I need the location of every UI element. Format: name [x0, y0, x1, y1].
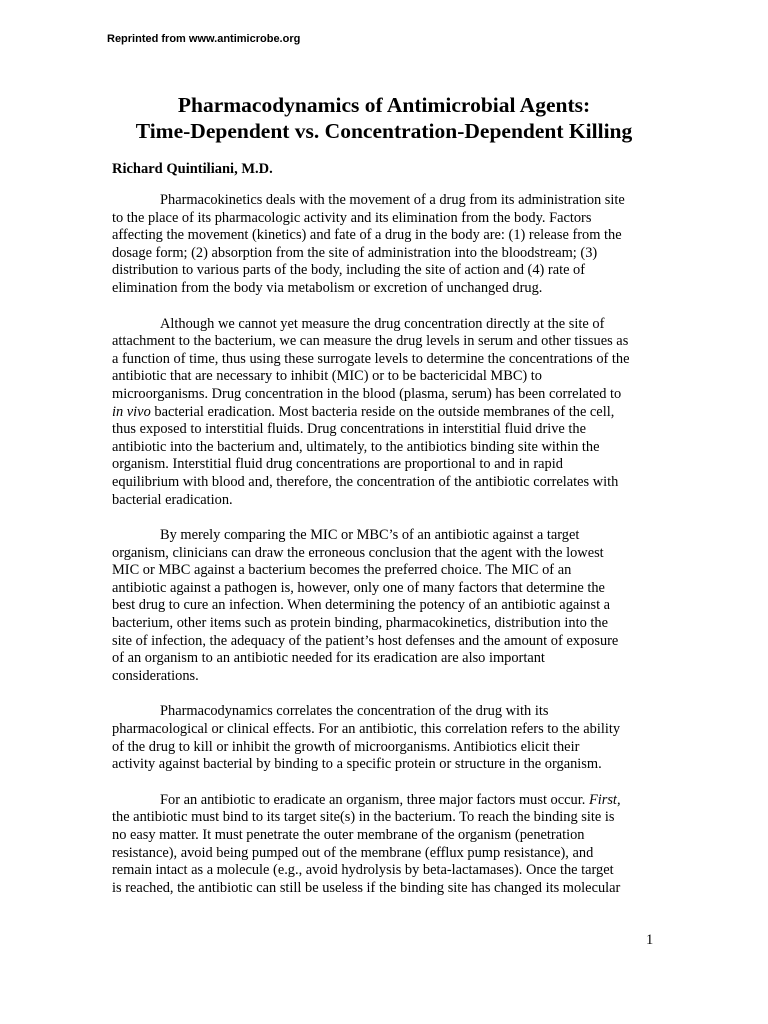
text-line: antibiotic that are necessary to inhibit (MIC) or to be bactericidal MBC) to: [112, 368, 542, 385]
italic-term: in vivo: [112, 403, 151, 420]
text-line: remain intact as a molecule (e.g., avoid hydrolysis by beta-lactamases). Once the target: [112, 862, 614, 879]
text-line: a function of time, thus using these surrogate levels to determine the concentrations of the: [112, 350, 630, 367]
text-line: MIC or MBC against a bacterium becomes the preferred choice. The MIC of an: [112, 562, 572, 579]
paragraph-three-factors: [112, 792, 658, 898]
text-line: Pharmacokinetics deals with the movement of a drug from its administration site: [160, 192, 625, 208]
text-line: distribution to various parts of the body, including the site of action and (4) rate of: [112, 262, 586, 279]
text-line: bacterial eradication.: [112, 491, 233, 508]
text-line: Although we cannot yet measure the drug concentration directly at the site of: [160, 315, 605, 332]
text-line: site of infection, the adequacy of the patient’s host defenses and the amount of exposure: [112, 632, 619, 649]
text-line: best drug to cure an infection. When determining the potency of an antibiotic against a: [112, 597, 611, 614]
text-line: antibiotic against a pathogen is, however, only one of many factors that determine the: [112, 579, 605, 596]
text-line: thus exposed to interstitial fluids. Drug concentrations in interstitial fluid drive the: [112, 421, 586, 438]
title-line-2: Time-Dependent vs. Concentration-Dependent Killing: [135, 119, 633, 143]
text-line: bacterium, other items such as protein binding, pharmacokinetics, distribution into the: [112, 615, 608, 632]
text-line: of an organism to an antibiotic needed for its eradication are also important: [112, 650, 545, 667]
text-line: equilibrium with blood and, therefore, the concentration of the antibiotic correlates with: [112, 473, 619, 490]
document-title: [107, 92, 661, 144]
author-name: Richard Quintiliani, M.D.: [112, 161, 273, 177]
text-line: the antibiotic must bind to its target site(s) in the bacterium. To reach the binding site is: [112, 809, 615, 826]
text-line: of the drug to kill or inhibit the growth of microorganisms. Antibiotics elicit their: [112, 738, 580, 755]
text-line: to the place of its pharmacologic activity and its elimination from the body. Factors: [112, 209, 592, 226]
text-line-rest: bacterial eradication. Most bacteria reside on the outside membranes of the cell,: [154, 403, 615, 420]
paragraph-drug-concentration: [112, 316, 658, 510]
italic-suffix: ,: [616, 791, 621, 808]
text-line: is reached, the antibiotic can still be useless if the binding site has changed its molecular: [112, 879, 621, 896]
page-number: 1: [646, 932, 654, 948]
text-line: microorganisms. Drug concentration in the blood (plasma, serum) has been correlated to: [112, 385, 622, 402]
article-body: [112, 192, 658, 897]
text-line-start: For an antibiotic to eradicate an organism, three major factors must occur.: [160, 791, 586, 808]
reprint-header: Reprinted from www.antimicrobe.org: [107, 33, 301, 45]
paragraph-mic-mbc: [112, 527, 658, 685]
paragraph-pharmacokinetics: [112, 192, 658, 298]
text-line: [112, 792, 658, 810]
title-line-1: Pharmacodynamics of Antimicrobial Agents:: [177, 93, 591, 117]
text-line: no easy matter. It must penetrate the outer membrane of the organism (penetration: [112, 827, 585, 843]
text-line: resistance), avoid being pumped out of the membrane (efflux pump resistance), and: [112, 844, 594, 861]
text-line: activity against bacterial by binding to a specific protein or structure in the organism.: [112, 756, 602, 773]
text-line: organism. Interstitial fluid drug concentrations are proportional to and in rapid: [112, 456, 563, 473]
text-line: organism, clinicians can draw the erroneous conclusion that the agent with the lowest: [112, 544, 604, 561]
text-line: dosage form; (2) absorption from the site of administration into the bloodstream; (3): [112, 244, 598, 261]
text-line: affecting the movement (kinetics) and fate of a drug in the body are: (1) release from the: [112, 227, 622, 244]
text-line: attachment to the bacterium, we can measure the drug levels in serum and other tissues as: [112, 333, 629, 350]
text-line: [112, 404, 658, 422]
paragraph-pharmacodynamics: [112, 703, 658, 773]
text-line: considerations.: [112, 667, 199, 684]
text-line: pharmacological or clinical effects. For an antibiotic, this correlation refers to the ability: [112, 721, 621, 738]
text-line: elimination from the body via metabolism or excretion of unchanged drug.: [112, 279, 543, 296]
text-line: By merely comparing the MIC or MBC’s of an antibiotic against a target: [160, 527, 580, 544]
text-line: Pharmacodynamics correlates the concentration of the drug with its: [160, 703, 549, 720]
italic-term: First: [588, 791, 617, 808]
text-line: antibiotic into the bacterium and, ultimately, to the antibiotics binding site within the: [112, 438, 600, 455]
